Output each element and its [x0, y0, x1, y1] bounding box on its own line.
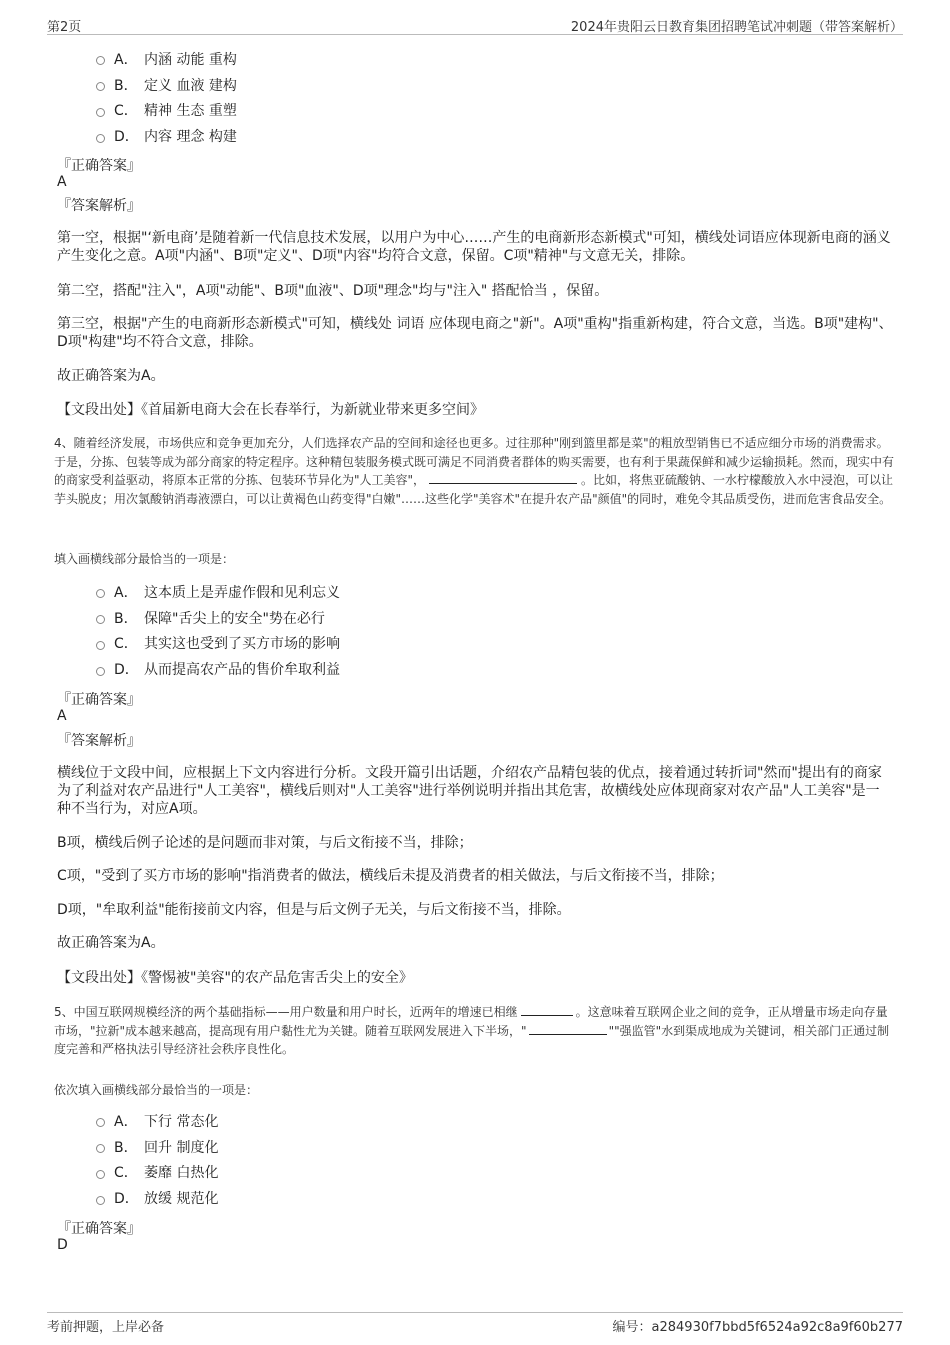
q3-options [96, 46, 237, 149]
radio-icon[interactable] [96, 108, 105, 117]
radio-icon[interactable] [96, 667, 105, 676]
correct-answer-label: 『正确答案』 [57, 158, 141, 174]
q3-option-b[interactable]: B． 定义 血液 建构 [96, 72, 237, 98]
radio-icon[interactable] [96, 615, 105, 624]
q3-analysis-1: 第一空，根据"‘新电商’是随着新一代信息技术发展，以用户为中心……产生的电商新形态新模式"可知，横线处词语应体现新电商的涵义产生变化之意。A项"内涵"、B项"定义"、D项"内容"均符合文意，保留。C项"精神"与文意无关，排除。 [57, 230, 891, 264]
radio-icon[interactable] [96, 1144, 105, 1153]
q5-stem: 5、中国互联网规模经济的两个基础指标——用户数量和用户时长，近两年的增速已相继 。这意味着互联网企业之间的竞争，正从增量市场走向存量市场，"拉新"成本越来越高，提高现有用户黏性尤为关键。随着互联网发展进入下半场，" ""强监管"水到渠成地成为关键词，相关部门正通过制度完善和严格执法引导经济社会秩序良性化。 [54, 1005, 890, 1056]
q3-source: 【文段出处】《首届新电商大会在长春举行，为新就业带来更多空间》 [57, 402, 484, 418]
document-title: 2024年贵阳云日教育集团招聘笔试冲刺题（带答案解析） [570, 20, 903, 35]
analysis-label: 『答案解析』 [57, 198, 141, 214]
correct-answer-label: 『正确答案』 [57, 692, 141, 708]
radio-icon[interactable] [96, 82, 105, 91]
radio-icon[interactable] [96, 134, 105, 143]
q5-prompt: 依次填入画横线部分最恰当的一项是： [54, 1083, 259, 1097]
radio-icon[interactable] [96, 589, 105, 598]
radio-icon[interactable] [96, 56, 105, 65]
q3-answer: A [57, 174, 67, 190]
q5-option-c[interactable]: C． 萎靡 白热化 [96, 1160, 218, 1186]
q4-analysis-4: D项，"牟取利益"能衔接前文内容，但是与后文例子无关，与后文衔接不当，排除。 [57, 902, 571, 918]
q5-options [96, 1108, 218, 1211]
answer-blank [521, 1003, 573, 1016]
q3-analysis-3: 第三空，根据"产生的电商新形态新模式"可知，横线处 词语 应体现电商之"新"。A项"重构"指重新构建，符合文意，当选。B项"建构"、D项"构建"均不符合文意，排除。 [57, 316, 893, 350]
radio-icon[interactable] [96, 1118, 105, 1127]
q4-option-a[interactable]: A． 这本质上是弄虚作假和见利忘义 [96, 579, 340, 605]
page-header [47, 14, 903, 35]
q4-options [96, 579, 340, 682]
radio-icon[interactable] [96, 1196, 105, 1205]
correct-answer-label: 『正确答案』 [57, 1221, 141, 1237]
q5-option-a[interactable]: A． 下行 常态化 [96, 1108, 218, 1134]
q4-answer: A [57, 708, 67, 724]
q4-stem: 4、随着经济发展，市场供应和竞争更加充分，人们选择农产品的空间和途径也更多。过往那种"刚到篮里都是菜"的粗放型销售已不适应细分市场的消费需求。于是，分拣、包装等成为部分商家的特定程序。这种精包装服务模式既可满足不同消费者群体的购买需要，也有利于果蔬保鲜和减少运输损耗。然而，现实中有的商家受利益驱动，将原本正常的分拣、包装环节异化为"人工美容"， 。比如，将焦亚硫酸钠、一水柠檬酸放入水中浸泡，可以让芋头脱皮；用次氯酸钠消毒液漂白，可以让黄褐色山药变得"白嫩"……这些化学"美容术"在提升农产品"颜值"的同时，难免令其品质受伤，进而危害食品安全。 [54, 436, 895, 506]
q3-option-a[interactable]: A． 内涵 动能 重构 [96, 46, 237, 72]
q4-analysis-5: 故正确答案为A。 [57, 935, 165, 951]
radio-icon[interactable] [96, 1170, 105, 1179]
q4-option-b[interactable]: B． 保障"舌尖上的安全"势在必行 [96, 605, 340, 631]
q5-answer: D [57, 1237, 68, 1253]
q4-analysis-2: B项，横线后例子论述的是问题而非对策，与后文衔接不当，排除； [57, 835, 473, 851]
analysis-label: 『答案解析』 [57, 733, 141, 749]
q4-option-d[interactable]: D． 从而提高农产品的售价牟取利益 [96, 656, 340, 682]
q4-prompt: 填入画横线部分最恰当的一项是： [54, 552, 235, 566]
q3-option-d[interactable]: D． 内容 理念 构建 [96, 123, 237, 149]
q4-option-c[interactable]: C． 其实这也受到了买方市场的影响 [96, 631, 340, 657]
q4-analysis-3: C项，"受到了买方市场的影响"指消费者的做法，横线后未提及消费者的相关做法，与后文衔接不当，排除； [57, 868, 724, 884]
q3-analysis-4: 故正确答案为A。 [57, 368, 165, 384]
q3-option-c[interactable]: C． 精神 生态 重塑 [96, 98, 237, 124]
q4-analysis-1: 横线位于文段中间，应根据上下文内容进行分析。文段开篇引出话题，介绍农产品精包装的优点，接着通过转折词"然而"提出有的商家为了利益对农产品进行"人工美容"，横线后则对"人工美容"进行举例说明并指出其危害，故横线处应体现商家对农产品"人工美容"是一种不当行为，对应A项。 [57, 765, 882, 817]
q5-option-b[interactable]: B． 回升 制度化 [96, 1134, 218, 1160]
answer-blank [429, 471, 577, 484]
q4-source: 【文段出处】《警惕被"美容"的农产品危害舌尖上的安全》 [57, 970, 413, 986]
q5-option-d[interactable]: D． 放缓 规范化 [96, 1185, 218, 1211]
footer-slogan: 考前押题，上岸必备 [47, 1320, 165, 1335]
document-id: 编号：a284930f7bbd5f6524a92c8a9f60b277 [612, 1320, 903, 1335]
q3-analysis-2: 第二空，搭配"注入"，A项"动能"、B项"血液"、D项"理念"均与"注入" 搭配恰当 ，保留。 [57, 283, 609, 299]
page-number: 第2页 [47, 20, 82, 35]
page-footer [47, 1312, 903, 1335]
radio-icon[interactable] [96, 641, 105, 650]
answer-blank [529, 1022, 607, 1035]
